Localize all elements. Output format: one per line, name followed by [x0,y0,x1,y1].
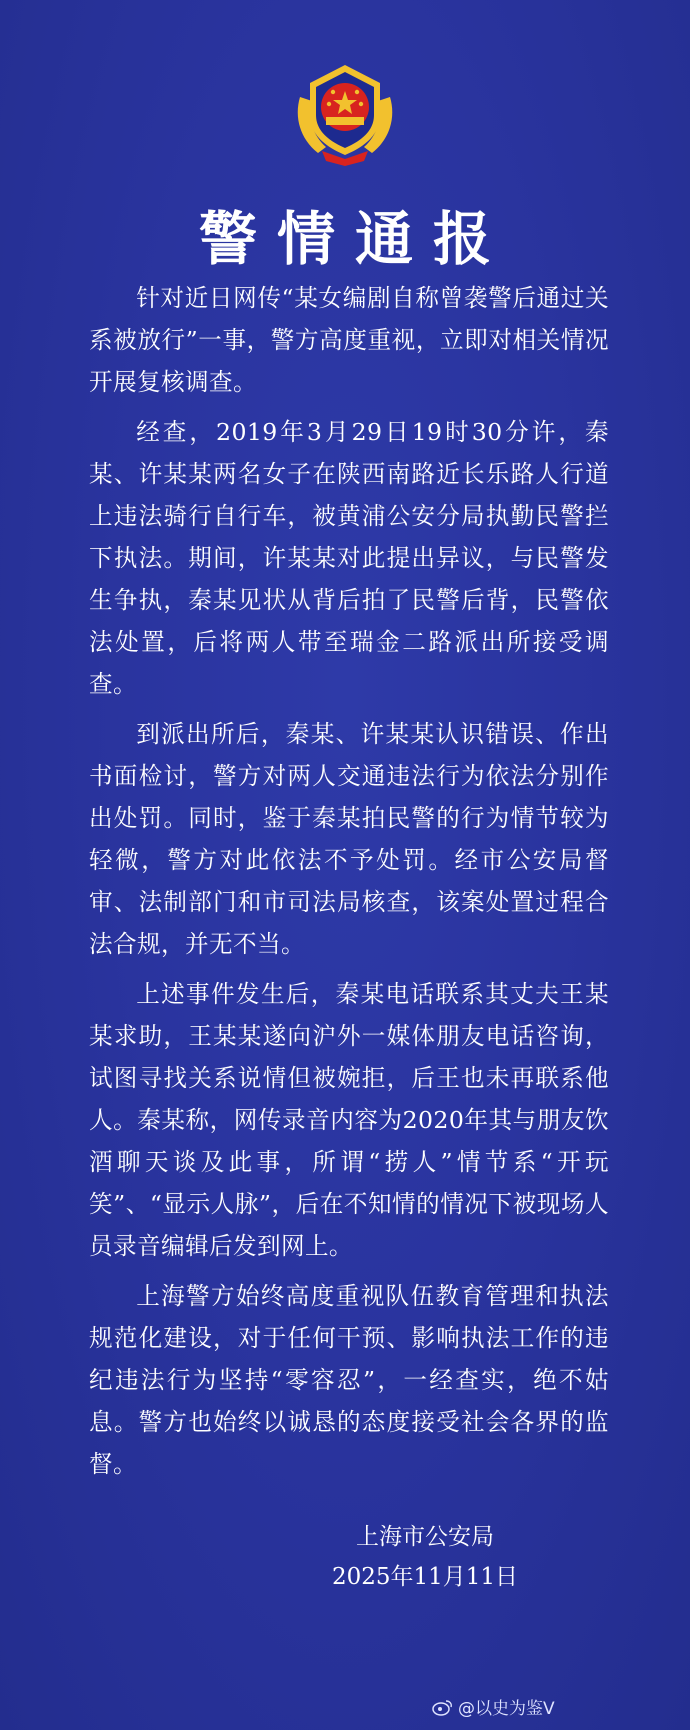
page-title: 警情通报 [198,205,511,273]
report-body [89,277,609,1493]
police-emblem-icon [288,55,402,167]
paragraph: 经查，2019年3月29日19时30分许，秦某、许某某两名女子在陕西南路近长乐路人行道上违法骑行自行车，被黄浦公安分局执勤民警拦下执法。期间，许某某对此提出异议，与民警发生争执，秦某见状从背后拍了民警后背，民警依法处置，后将两人带至瑞金二路派出所接受调查。 [89,418,609,698]
paragraph: 上述事件发生后，秦某电话联系其丈夫王某某求助，王某某遂向沪外一媒体朋友电话咨询，试图寻找关系说情但被婉拒，后王也未再联系他人。秦某称，网传录音内容为2020年其与朋友饮酒聊天谈及此事，所谓“捞人”情节系“开玩笑”、“显示人脉”，后在不知情的情况下被现场人员录音编辑后发到网上。 [89,980,609,1260]
weibo-logo-icon [432,1698,454,1716]
paragraph: 针对近日网传“某女编剧自称曾袭警后通过关系被放行”一事，警方高度重视，立即对相关情况开展复核调查。 [89,284,609,396]
signature-date: 2025年11月11日 [331,1564,519,1590]
signature-org: 上海市公安局 [356,1524,494,1550]
paragraph: 上海警方始终高度重视队伍教育管理和执法规范化建设，对于任何干预、影响执法工作的违纪违法行为坚持“零容忍”，一经查实，绝不姑息。警方也始终以诚恳的态度接受社会各界的监督。 [89,1282,609,1478]
paragraph: 到派出所后，秦某、许某某认识错误、作出书面检讨，警方对两人交通违法行为依法分别作出处罚。同时，鉴于秦某拍民警的行为情节较为轻微，警方对此依法不予处罚。经市公安局督审、法制部门和市司法局核查，该案处置过程合法合规，并无不当。 [89,720,609,958]
watermark-text: @以史为鉴V [458,1699,555,1719]
watermark [432,1694,555,1719]
